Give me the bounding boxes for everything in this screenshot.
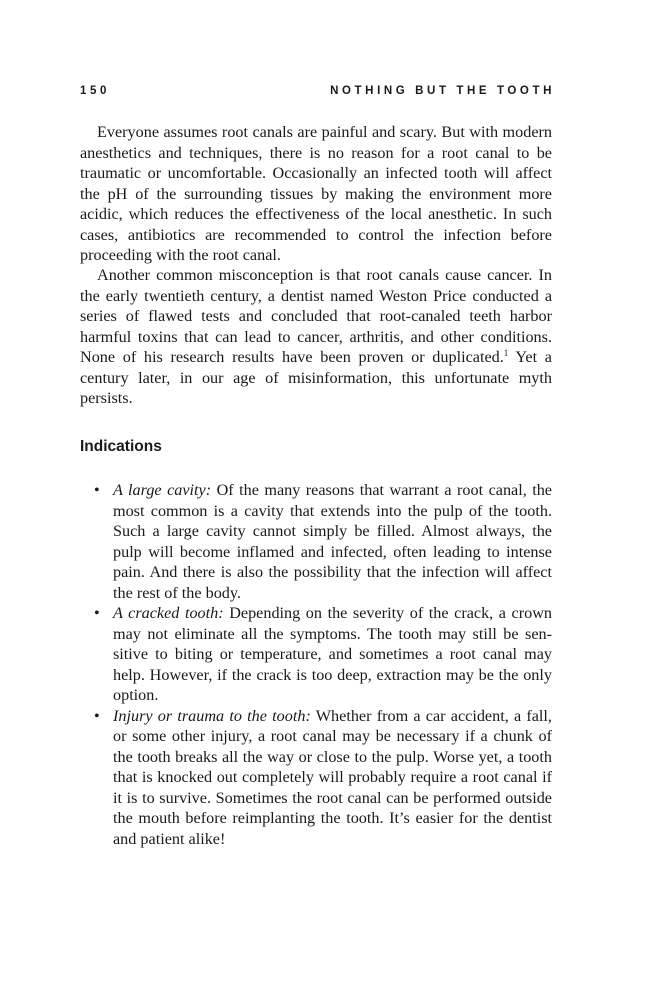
bullet-icon: • xyxy=(94,604,100,622)
item-text: Depending on the severity of the crack, a crown may not eliminate all the symptoms. The tooth may still be sensitive to biting or temperature, and sometimes a root canal may help. However, if the crack is too deep, extraction may be the only option. xyxy=(113,604,552,704)
page-number: 150 xyxy=(80,85,110,97)
body-paragraph-2-block xyxy=(80,265,552,409)
body-paragraph-1-block xyxy=(80,122,552,266)
item-term: A large cavity: xyxy=(113,481,212,499)
footnote-marker: 1 xyxy=(503,348,509,358)
section-heading: Indications xyxy=(80,438,162,455)
list-item xyxy=(94,480,552,603)
list-item xyxy=(94,706,552,850)
list-item xyxy=(94,603,552,706)
paragraph-text: Another common misconception is that root canals cause cancer. In the early twentieth century, a dentist named Weston Price conducted a series of flawed tests and concluded that root-canaled teeth harbor harmful toxins that can lead to cancer, arthritis, and other conditions. None of his research results have been proven or duplicated. xyxy=(80,266,552,366)
bullet-icon: • xyxy=(94,706,100,725)
paragraph-text-tail: Yet a century later, in our age of misinformation, this unfortunate myth persists. xyxy=(80,348,552,407)
indications-list xyxy=(94,480,552,849)
item-term: Injury or trauma to the tooth: xyxy=(113,706,311,725)
body-paragraph xyxy=(80,265,552,409)
bullet-icon: • xyxy=(94,481,100,499)
item-text: Whether from a car accident, a fall, or some other injury, a root canal may be necessary if a chunk of the tooth breaks all the way or close to the pulp. Worse yet, a tooth that is knocked out completely will probably require a root canal if it is to survive. Sometimes the root canal can be performed outside the mouth before reimplanting the tooth. It’s easier for the dentist and patient alike! xyxy=(113,706,552,848)
running-head: NOTHING BUT THE TOOTH xyxy=(330,85,555,97)
item-text: Of the many reasons that warrant a root canal, the most common is a cavity that extends into the pulp of the tooth. Such a large cavity cannot simply be filled. Almost always, the pulp will become inflamed and infected, often leading to intense pain. And there is also the possibility that the infection will affect the rest of the body. xyxy=(113,481,552,602)
body-paragraph: Everyone assumes root canals are painful and scary. But with modern anesthetics and techniques, there is no reason for a root canal to be traumatic or uncomfortable. Occasionally an infected tooth will affect the pH of the surrounding tissues by making the environment more acidic, which reduces the effectiveness of the local anesthetic. In such cases, antibiotics are recommended to control the infection before proceeding with the root canal. xyxy=(80,123,552,264)
item-term: A cracked tooth: xyxy=(113,604,224,622)
